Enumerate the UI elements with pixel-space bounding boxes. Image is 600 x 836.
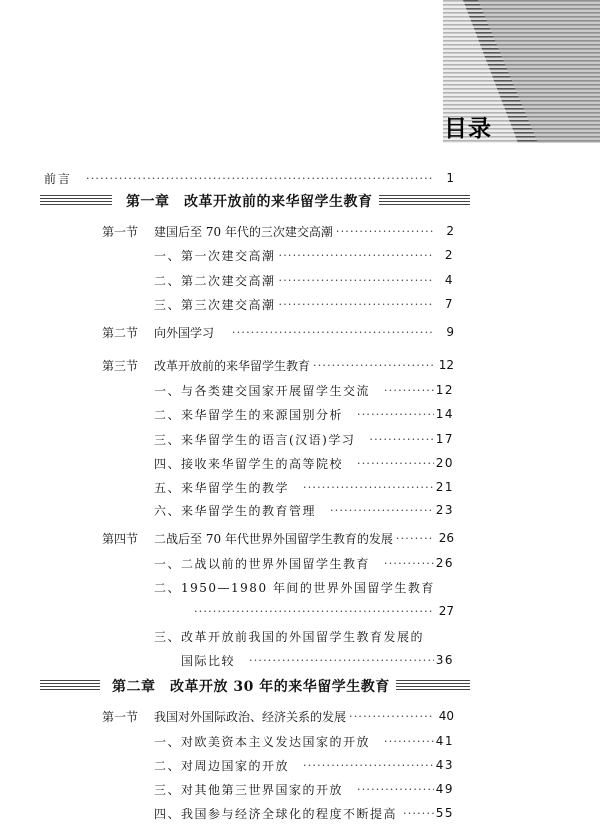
toc-entry-item[interactable] bbox=[0, 731, 600, 751]
toc-entry-item[interactable] bbox=[0, 626, 600, 646]
chapter-2-header[interactable] bbox=[40, 674, 470, 698]
chapter-rule-right bbox=[379, 195, 471, 207]
toc-page: 26 bbox=[435, 556, 454, 570]
toc-label: 二、来华留学生的来源国别分析 bbox=[154, 407, 344, 422]
toc-page: 41 bbox=[435, 734, 454, 748]
toc-entry-item[interactable] bbox=[0, 270, 600, 290]
toc-page: 26 bbox=[438, 531, 454, 545]
toc-leader bbox=[276, 298, 434, 311]
section-number: 第四节 bbox=[102, 531, 139, 546]
toc-leader bbox=[370, 735, 434, 748]
toc-label: 改革开放前的来华留学生教育 bbox=[154, 358, 311, 373]
toc-page: 2 bbox=[446, 224, 454, 238]
chapter-title: 第一章 改革开放前的来华留学生教育 bbox=[126, 194, 373, 210]
toc-label: 前言 bbox=[44, 171, 73, 186]
chapter-1-header[interactable] bbox=[40, 189, 470, 213]
toc-entry-item-continuation[interactable] bbox=[0, 601, 600, 621]
toc-leader bbox=[276, 249, 434, 262]
toc-entry-item[interactable] bbox=[0, 245, 600, 265]
toc-label: 三、来华留学生的语言(汉语)学习 bbox=[154, 432, 356, 447]
toc-leader bbox=[310, 359, 434, 372]
toc-label: 六、来华留学生的教育管理 bbox=[154, 503, 317, 518]
toc-label: 一、第一次建交高潮 bbox=[154, 248, 276, 263]
toc-leader bbox=[397, 807, 434, 820]
toc-leader bbox=[370, 557, 434, 570]
toc-page: 1 bbox=[446, 171, 454, 185]
toc-label: 国际比较 bbox=[181, 653, 236, 668]
toc-entry-item[interactable] bbox=[0, 577, 600, 597]
page-title: 目录 bbox=[444, 115, 492, 142]
chapter-title: 第二章 改革开放 30 年的来华留学生教育 bbox=[112, 679, 390, 695]
toc-page: 49 bbox=[435, 782, 454, 796]
toc-entry-section[interactable] bbox=[0, 221, 600, 241]
toc-leader bbox=[289, 759, 434, 772]
toc-label: 一、二战以前的世界外国留学生教育 bbox=[154, 556, 371, 571]
toc-leader bbox=[346, 710, 434, 723]
toc-entry-item[interactable] bbox=[0, 477, 600, 497]
toc-entry-item[interactable] bbox=[0, 453, 600, 473]
toc-page: 21 bbox=[435, 480, 454, 494]
toc-entry-section[interactable] bbox=[0, 322, 600, 342]
toc-leader bbox=[343, 457, 434, 470]
toc-entry-section[interactable] bbox=[0, 355, 600, 375]
toc-label: 二战后至 70 年代世界外国留学生教育的发展 bbox=[154, 531, 393, 546]
toc-label: 三、第三次建交高潮 bbox=[154, 297, 276, 312]
toc-leader bbox=[393, 532, 434, 545]
toc-entry-item-continuation[interactable] bbox=[0, 650, 600, 670]
toc-label: 二、1950—1980 年间的世界外国留学生教育 bbox=[154, 580, 435, 595]
toc-label: 二、第二次建交高潮 bbox=[154, 273, 276, 288]
toc-entry-section[interactable] bbox=[0, 528, 600, 548]
toc-label: 建国后至 70 年代的三次建交高潮 bbox=[154, 224, 333, 239]
toc-leader bbox=[289, 481, 434, 494]
toc-page: 17 bbox=[435, 432, 454, 446]
chapter-rule-left bbox=[40, 680, 100, 692]
toc-leader bbox=[316, 504, 434, 517]
toc-entry-item[interactable] bbox=[0, 803, 600, 823]
toc-leader bbox=[370, 384, 434, 397]
toc-entry-item[interactable] bbox=[0, 380, 600, 400]
toc-entry-section[interactable] bbox=[0, 706, 600, 726]
toc-entry-item[interactable] bbox=[0, 429, 600, 449]
toc-label: 三、对其他第三世界国家的开放 bbox=[154, 782, 344, 797]
toc-page: 4 bbox=[444, 273, 454, 287]
toc-label: 二、对周边国家的开放 bbox=[154, 758, 290, 773]
toc-page: 12 bbox=[435, 383, 454, 397]
toc-label: 我国对外国际政治、经济关系的发展 bbox=[154, 709, 347, 724]
toc-page: 27 bbox=[438, 604, 454, 618]
toc-entry-item[interactable] bbox=[0, 500, 600, 520]
toc-entry-item[interactable] bbox=[0, 553, 600, 573]
toc-entry-item[interactable] bbox=[0, 294, 600, 314]
section-number: 第二节 bbox=[102, 325, 139, 340]
chapter-rule-left bbox=[40, 195, 112, 207]
toc-leader bbox=[343, 783, 434, 796]
toc-label: 一、对欧美资本主义发达国家的开放 bbox=[154, 734, 371, 749]
toc-page: 9 bbox=[446, 325, 454, 339]
toc-page: 2 bbox=[444, 248, 454, 262]
toc-label: 四、接收来华留学生的高等院校 bbox=[154, 456, 344, 471]
toc-page: 36 bbox=[435, 653, 454, 667]
chapter-rule-right bbox=[396, 680, 470, 692]
toc-page: 12 bbox=[438, 358, 454, 372]
toc-leader bbox=[276, 274, 434, 287]
section-number: 第一节 bbox=[102, 709, 139, 724]
toc-label: 四、我国参与经济全球化的程度不断提高 bbox=[154, 806, 398, 821]
toc-page: 14 bbox=[435, 407, 454, 421]
toc-page: 40 bbox=[438, 709, 454, 723]
toc-leader bbox=[214, 326, 434, 339]
section-number: 第三节 bbox=[102, 358, 139, 373]
toc-label: 一、与各类建交国家开展留学生交流 bbox=[154, 383, 371, 398]
toc-entry-item[interactable] bbox=[0, 779, 600, 799]
toc-page: 23 bbox=[435, 503, 454, 517]
toc-leader bbox=[343, 408, 434, 421]
toc-page: 43 bbox=[435, 758, 454, 772]
toc-leader bbox=[194, 605, 434, 618]
section-number: 第一节 bbox=[102, 224, 139, 239]
toc-label: 三、改革开放前我国的外国留学生教育发展的 bbox=[154, 629, 425, 644]
toc-leader bbox=[333, 225, 434, 238]
toc-entry-preface[interactable] bbox=[0, 168, 600, 188]
toc-leader bbox=[355, 433, 434, 446]
toc-page: 55 bbox=[435, 806, 454, 820]
toc-page: 20 bbox=[435, 456, 454, 470]
toc-leader bbox=[72, 172, 434, 185]
toc-label: 向外国学习 bbox=[154, 325, 215, 340]
toc-entry-item[interactable] bbox=[0, 755, 600, 775]
toc-leader bbox=[235, 654, 434, 667]
toc-label: 五、来华留学生的教学 bbox=[154, 480, 290, 495]
toc-page: 7 bbox=[444, 297, 454, 311]
toc-entry-item[interactable] bbox=[0, 404, 600, 424]
